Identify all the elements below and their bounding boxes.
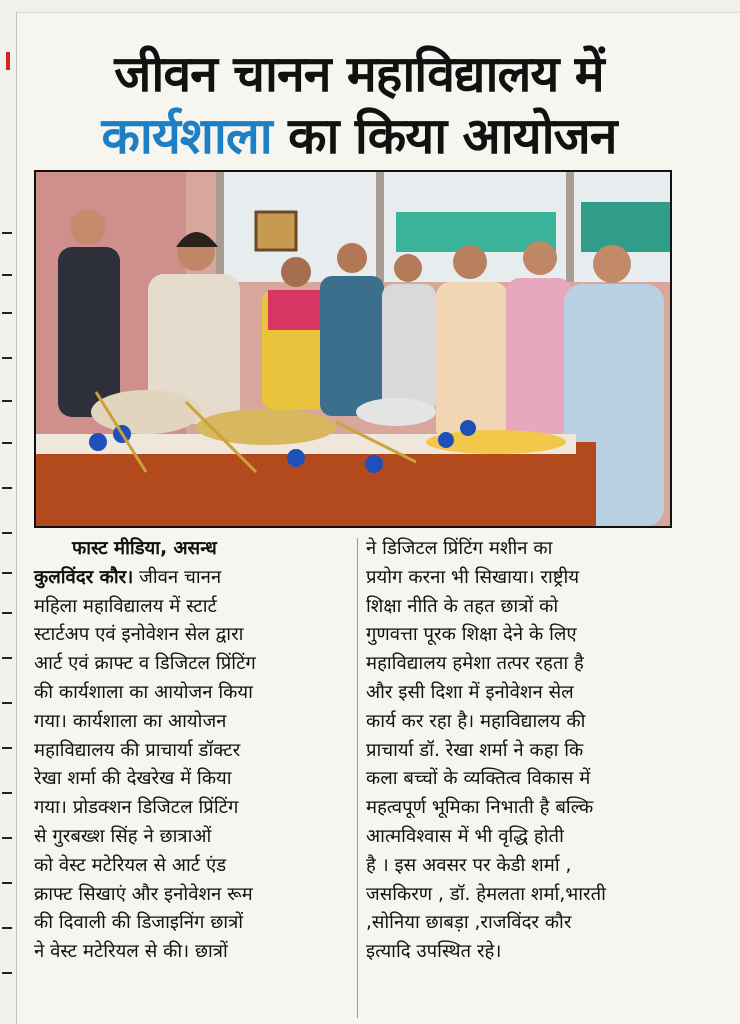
article-column-1 <box>34 535 352 967</box>
adjacent-text-fragment <box>2 487 12 489</box>
article-line: कला बच्चों के व्यक्तित्व विकास में <box>366 768 591 790</box>
article-line: ने डिजिटल प्रिंटिंग मशीन का <box>366 538 553 559</box>
article-line: महत्वपूर्ण भूमिका निभाती है बल्कि <box>366 797 594 819</box>
article-line: महाविद्यालय हमेशा तत्पर रहता है <box>366 653 584 675</box>
article-line: से गुरबख्श सिंह ने छात्राओं <box>34 825 212 847</box>
adjacent-text-fragment <box>2 837 12 839</box>
article-line: कार्य कर रहा है। महाविद्यालय की <box>366 710 586 732</box>
adjacent-column-edge <box>0 12 17 1024</box>
article-line: आर्ट एवं क्राफ्ट व डिजिटल प्रिंटिंग <box>34 653 256 675</box>
article-line: क्राफ्ट सिखाएं और इनोवेशन रूम <box>34 883 253 905</box>
article-line: गया। प्रोडक्शन डिजिटल प्रिंटिंग <box>34 797 239 819</box>
adjacent-text-fragment <box>2 532 12 534</box>
adjacent-text-fragment <box>2 657 12 659</box>
article-line: जसकिरण , डॉ. हेमलता शर्मा,भारती <box>366 883 606 905</box>
adjacent-text-fragment <box>2 572 12 574</box>
adjacent-text-fragment <box>2 972 12 974</box>
article-line: गया। कार्यशाला का आयोजन <box>34 710 227 732</box>
article-line: प्रयोग करना भी सिखाया। राष्ट्रीय <box>366 566 580 588</box>
article-line: है । इस अवसर पर केडी शर्मा , <box>366 854 572 876</box>
article-line: कुलविंदर कौर। जीवन चानन <box>34 566 222 588</box>
article-line: इत्यादि उपस्थित रहे। <box>366 941 502 963</box>
adjacent-text-fragment <box>2 442 12 444</box>
adjacent-red-mark <box>6 52 10 70</box>
adjacent-text-fragment <box>2 400 12 402</box>
adjacent-text-fragment <box>2 927 12 929</box>
adjacent-text-fragment <box>2 612 12 614</box>
dateline: फास्ट मीडिया, असन्ध <box>72 538 217 559</box>
article-line: आत्मविश्वास में भी वृद्धि होती <box>366 825 564 847</box>
article-line: की कार्यशाला का आयोजन किया <box>34 681 253 703</box>
adjacent-text-fragment <box>2 747 12 749</box>
adjacent-text-fragment <box>2 792 12 794</box>
article-line: को वेस्ट मटेरियल से आर्ट एंड <box>34 854 227 876</box>
event-photo <box>34 170 672 528</box>
headline-line-1: जीवन चानन महाविद्यालय में <box>114 45 604 103</box>
article-line: रेखा शर्मा की देखरेख में किया <box>34 768 232 790</box>
article-line: और इसी दिशा में इनोवेशन सेल <box>366 681 574 703</box>
article-line: ने वेस्ट मटेरियल से की। छात्रों <box>34 941 228 963</box>
adjacent-text-fragment <box>2 357 12 359</box>
adjacent-text-fragment <box>2 312 12 314</box>
article-line: महाविद्यालय की प्राचार्या डॉक्टर <box>34 739 241 761</box>
column-divider <box>357 538 358 1018</box>
adjacent-text-fragment <box>2 882 12 884</box>
wall-frame <box>256 212 296 250</box>
headline-rest: का किया आयोजन <box>288 107 617 165</box>
article-line: शिक्षा नीति के तहत छात्रों को <box>366 595 559 617</box>
article-line: स्टार्टअप एवं इनोवेशन सेल द्वारा <box>34 624 244 646</box>
adjacent-text-fragment <box>2 232 12 234</box>
headline-line-2 <box>34 100 684 168</box>
article-line: ,सोनिया छाबड़ा ,राजविंदर कौर <box>366 912 572 934</box>
headline-accent-word: कार्यशाला <box>101 107 272 165</box>
article-line: प्राचार्या डॉ. रेखा शर्मा ने कहा कि <box>366 739 584 761</box>
article-line: महिला महाविद्यालय में स्टार्ट <box>34 595 217 617</box>
event-photo-illustration <box>36 172 670 526</box>
article-line: गुणवत्ता पूरक शिक्षा देने के लिए <box>366 624 577 646</box>
adjacent-text-fragment <box>2 702 12 704</box>
adjacent-text-fragment <box>2 274 12 276</box>
table <box>36 442 596 526</box>
article-column-2 <box>366 535 678 967</box>
reporter-name: कुलविंदर कौर। <box>34 566 134 588</box>
article-line: की दिवाली की डिजाइनिंग छात्रों <box>34 912 244 934</box>
previous-article-strip <box>0 0 740 13</box>
